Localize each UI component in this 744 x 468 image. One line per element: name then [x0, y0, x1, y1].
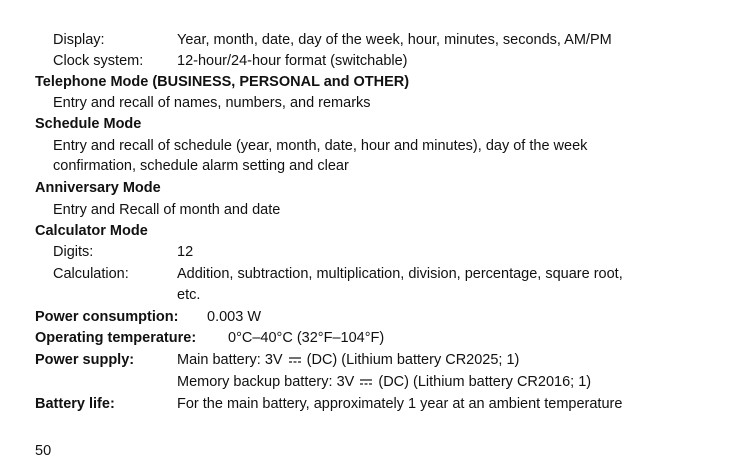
display-value: Year, month, date, day of the week, hour, minutes, seconds, AM/PM — [177, 32, 612, 48]
display-label: Display: — [53, 32, 105, 48]
schedule-mode-text-line2: confirmation, schedule alarm setting and clear — [53, 158, 349, 174]
calculation-value-line1: Addition, subtraction, multiplication, division, percentage, square root, — [177, 266, 623, 282]
page-number: 50 — [35, 443, 52, 459]
clock-system-label: Clock system: — [53, 53, 144, 69]
power-consumption-label: Power consumption: — [35, 309, 179, 325]
calculator-mode-heading: Calculator Mode — [35, 223, 148, 239]
operating-temperature-label: Operating temperature: — [35, 330, 197, 346]
main-battery-line — [177, 351, 519, 369]
schedule-mode-text-line1: Entry and recall of schedule (year, month, date, hour and minutes), day of the week — [53, 138, 588, 154]
schedule-mode-heading: Schedule Mode — [35, 116, 142, 132]
backup-battery-line — [177, 373, 591, 391]
telephone-mode-heading: Telephone Mode (BUSINESS, PERSONAL and OTHER) — [35, 74, 410, 90]
anniversary-mode-text: Entry and Recall of month and date — [53, 202, 281, 218]
battery-life-label: Battery life: — [35, 396, 115, 412]
calculation-value-line2: etc. — [177, 287, 201, 303]
battery-life-value: For the main battery, approximately 1 year at an ambient temperature — [177, 396, 623, 412]
power-consumption-value: 0.003 W — [207, 309, 261, 325]
backup-battery-prefix: Memory backup battery: 3V — [177, 374, 355, 390]
dc-symbol-icon — [360, 378, 372, 386]
digits-value: 12 — [177, 244, 194, 260]
main-battery-prefix: Main battery: 3V — [177, 352, 283, 368]
calculation-label: Calculation: — [53, 266, 129, 282]
main-battery-suffix: (DC) (Lithium battery CR2025; 1) — [306, 352, 520, 368]
digits-label: Digits: — [53, 244, 94, 260]
power-supply-label: Power supply: — [35, 352, 135, 368]
anniversary-mode-heading: Anniversary Mode — [35, 180, 161, 196]
operating-temperature-value: 0°C–40°C (32°F–104°F) — [228, 330, 385, 346]
telephone-mode-text: Entry and recall of names, numbers, and remarks — [53, 95, 371, 111]
backup-battery-suffix: (DC) (Lithium battery CR2016; 1) — [378, 374, 592, 390]
clock-system-value: 12-hour/24-hour format (switchable) — [177, 53, 408, 69]
dc-symbol-icon — [289, 356, 301, 364]
